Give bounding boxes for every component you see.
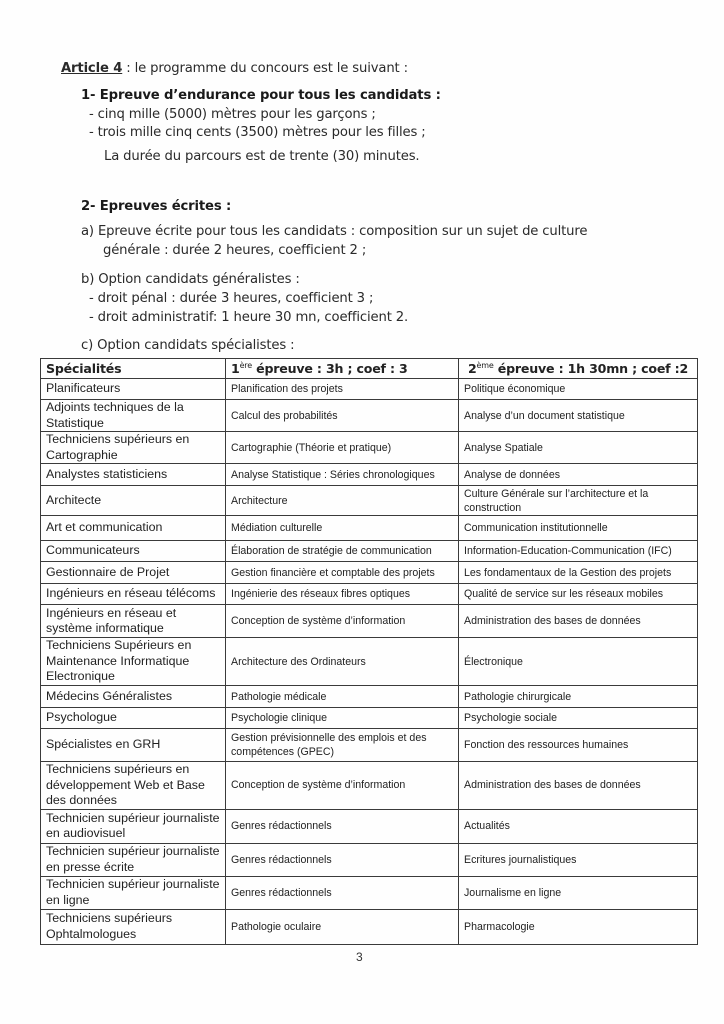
- cell-epreuve-2: Administration des bases de données: [459, 762, 698, 810]
- cell-specialite: Architecte: [41, 486, 226, 516]
- cell-epreuve-1: Genres rédactionnels: [226, 843, 459, 876]
- section2-b-item: - droit administratif: 1 heure 30 mn, coefficient 2.: [89, 310, 409, 325]
- cell-epreuve-2: Pharmacologie: [459, 909, 698, 944]
- table-row: [41, 379, 698, 400]
- cell-epreuve-2: Administration des bases de données: [459, 605, 698, 638]
- table-row: [41, 486, 698, 516]
- header-epreuve-1-num: 1: [231, 361, 240, 377]
- cell-specialite: Technicien supérieur journaliste en audiovisuel: [41, 809, 226, 843]
- header-epreuve-2-num: 2: [467, 361, 477, 377]
- table-row: [41, 516, 698, 541]
- cell-epreuve-1: Pathologie médicale: [226, 686, 459, 708]
- table-row: [41, 638, 698, 686]
- cell-epreuve-1: Gestion prévisionnelle des emplois et des compétences (GPEC): [226, 729, 459, 762]
- cell-epreuve-1: Planification des projets: [226, 379, 459, 400]
- header-epreuve-2: [459, 359, 698, 379]
- cell-epreuve-2: Ecritures journalistiques: [459, 843, 698, 876]
- section2-a-line1: a) Epreuve écrite pour tous les candidats : composition sur un sujet de culture: [81, 224, 588, 239]
- cell-epreuve-1: Calcul des probabilités: [226, 400, 459, 432]
- cell-specialite: Art et communication: [41, 516, 226, 541]
- table-row: [41, 843, 698, 876]
- header-epreuve-1: [226, 359, 459, 379]
- cell-epreuve-1: Genres rédactionnels: [226, 809, 459, 843]
- cell-epreuve-1: Architecture des Ordinateurs: [226, 638, 459, 686]
- cell-specialite: Ingénieurs en réseau et système informatique: [41, 605, 226, 638]
- section1-title: 1- Epreuve d’endurance pour tous les candidats :: [81, 88, 441, 103]
- table-row: [41, 432, 698, 464]
- cell-epreuve-2: Politique économique: [459, 379, 698, 400]
- cell-specialite: Adjoints techniques de la Statistique: [41, 400, 226, 432]
- cell-epreuve-2: Communication institutionnelle: [459, 516, 698, 541]
- section1-duration: La durée du parcours est de trente (30) minutes.: [104, 149, 420, 164]
- section2-title: 2- Epreuves écrites :: [81, 199, 232, 214]
- cell-epreuve-1: Ingénierie des réseaux fibres optiques: [226, 584, 459, 605]
- cell-epreuve-1: Genres rédactionnels: [226, 876, 459, 909]
- cell-specialite: Technicien supérieur journaliste en presse écrite: [41, 843, 226, 876]
- table-row: [41, 541, 698, 562]
- cell-specialite: Analystes statisticiens: [41, 464, 226, 486]
- header-epreuve-2-text: épreuve : 1h 30mn ; coef :2: [493, 361, 689, 377]
- cell-epreuve-1: Médiation culturelle: [226, 516, 459, 541]
- specialites-table: [40, 358, 698, 945]
- cell-specialite: Techniciens Supérieurs en Maintenance Informatique Electronique: [41, 638, 226, 686]
- table-row: [41, 909, 698, 944]
- cell-specialite: Médecins Généralistes: [41, 686, 226, 708]
- section1-item: - cinq mille (5000) mètres pour les garçons ;: [89, 107, 376, 122]
- section1-item: - trois mille cinq cents (3500) mètres pour les filles ;: [89, 125, 426, 140]
- cell-epreuve-1: Analyse Statistique : Séries chronologiques: [226, 464, 459, 486]
- cell-epreuve-2: Les fondamentaux de la Gestion des projets: [459, 562, 698, 584]
- cell-epreuve-2: Culture Générale sur l’architecture et la construction: [459, 486, 698, 516]
- table-row: [41, 686, 698, 708]
- table-row: [41, 762, 698, 810]
- cell-specialite: Spécialistes en GRH: [41, 729, 226, 762]
- table-row: [41, 584, 698, 605]
- article-intro: : le programme du concours est le suivant :: [122, 61, 408, 76]
- cell-epreuve-2: Qualité de service sur les réseaux mobiles: [459, 584, 698, 605]
- cell-specialite: Techniciens supérieurs en développement Web et Base des données: [41, 762, 226, 810]
- table-row: [41, 464, 698, 486]
- cell-specialite: Planificateurs: [41, 379, 226, 400]
- table-row: [41, 562, 698, 584]
- cell-epreuve-2: Analyse de données: [459, 464, 698, 486]
- table-row: [41, 876, 698, 909]
- cell-epreuve-2: Journalisme en ligne: [459, 876, 698, 909]
- header-epreuve-1-text: épreuve : 3h ; coef : 3: [251, 361, 408, 377]
- table-row: [41, 400, 698, 432]
- cell-epreuve-2: Fonction des ressources humaines: [459, 729, 698, 762]
- table-row: [41, 729, 698, 762]
- cell-epreuve-2: Analyse Spatiale: [459, 432, 698, 464]
- table-row: [41, 809, 698, 843]
- page-number: 3: [356, 950, 363, 964]
- cell-epreuve-2: Information-Education-Communication (IFC): [459, 541, 698, 562]
- cell-specialite: Gestionnaire de Projet: [41, 562, 226, 584]
- cell-epreuve-1: Architecture: [226, 486, 459, 516]
- header-specialites: Spécialités: [41, 359, 226, 379]
- cell-specialite: Techniciens supérieurs en Cartographie: [41, 432, 226, 464]
- article-heading: [61, 61, 408, 76]
- cell-specialite: Technicien supérieur journaliste en ligne: [41, 876, 226, 909]
- cell-epreuve-1: Gestion financière et comptable des projets: [226, 562, 459, 584]
- section2-b-item: - droit pénal : durée 3 heures, coefficient 3 ;: [89, 291, 374, 306]
- table-row: [41, 708, 698, 729]
- header-epreuve-2-sup: ème: [476, 360, 494, 370]
- cell-epreuve-2: Psychologie sociale: [459, 708, 698, 729]
- section2-b-title: b) Option candidats généralistes :: [81, 272, 300, 287]
- table-header-row: [41, 359, 698, 379]
- cell-epreuve-1: Conception de système d’information: [226, 605, 459, 638]
- cell-epreuve-1: Cartographie (Théorie et pratique): [226, 432, 459, 464]
- cell-specialite: Communicateurs: [41, 541, 226, 562]
- cell-epreuve-2: Pathologie chirurgicale: [459, 686, 698, 708]
- cell-epreuve-2: Actualités: [459, 809, 698, 843]
- table-row: [41, 605, 698, 638]
- cell-epreuve-2: Analyse d’un document statistique: [459, 400, 698, 432]
- cell-epreuve-1: Psychologie clinique: [226, 708, 459, 729]
- section2-c-title: c) Option candidats spécialistes :: [81, 338, 295, 353]
- header-epreuve-1-sup: ère: [239, 360, 252, 370]
- cell-specialite: Ingénieurs en réseau télécoms: [41, 584, 226, 605]
- cell-epreuve-2: Électronique: [459, 638, 698, 686]
- cell-specialite: Techniciens supérieurs Ophtalmologues: [41, 909, 226, 944]
- section2-a-line2: générale : durée 2 heures, coefficient 2 ;: [103, 243, 367, 258]
- cell-epreuve-1: Pathologie oculaire: [226, 909, 459, 944]
- cell-specialite: Psychologue: [41, 708, 226, 729]
- cell-epreuve-1: Élaboration de stratégie de communication: [226, 541, 459, 562]
- article-label: Article 4: [61, 61, 123, 76]
- cell-epreuve-1: Conception de système d’information: [226, 762, 459, 810]
